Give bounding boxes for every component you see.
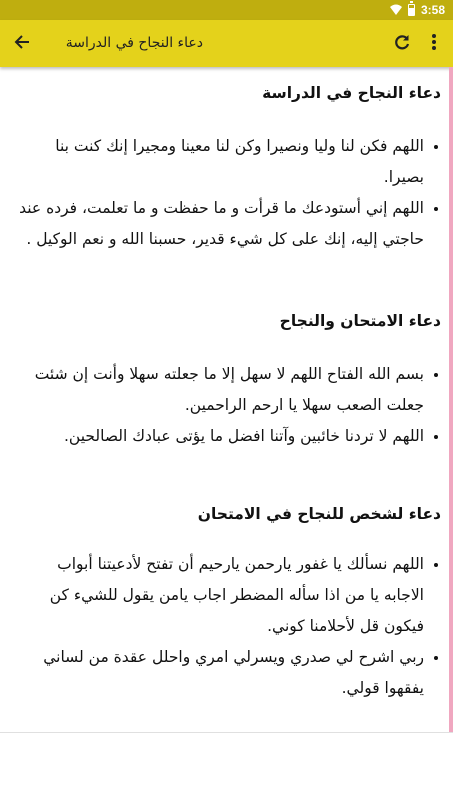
section-title: دعاء الامتحان والنجاح [279, 312, 441, 330]
list-item: ربي اشرح لي صدري ويسرلي امري واحلل عقدة من لساني يفقهوا قولي. [9, 642, 449, 704]
status-bar [0, 0, 453, 20]
status-time: 3:58 [420, 3, 445, 17]
list-item: بسم الله الفتاح اللهم لا سهل إلا ما جعلته سهلا وأنت إن شئت جعلت الصعب سهلا يا ارحم الراحمين. [9, 359, 449, 421]
bullet [434, 373, 438, 377]
battery-icon [408, 4, 415, 16]
section-title: دعاء النجاح في الدراسة [262, 84, 441, 102]
list-item: اللهم لا تردنا خائبين وآتنا افضل ما يؤتى عبادك الصالحين. [9, 421, 449, 452]
bullet [434, 207, 438, 211]
bullet [434, 563, 438, 567]
bullet [434, 145, 438, 149]
bullet [434, 435, 438, 439]
section-title: دعاء لشخص للنجاح في الامتحان [197, 505, 441, 523]
duaa-list [9, 131, 449, 255]
refresh-icon [393, 33, 411, 55]
bullet [434, 656, 438, 660]
duaa-list [9, 549, 449, 704]
more-vert-icon [431, 33, 437, 55]
list-item: اللهم فكن لنا وليا ونصيرا وكن لنا معينا ومجيرا إنك كنت بنا بصيرا. [9, 131, 449, 193]
duaa-list [9, 359, 449, 452]
refresh-button[interactable] [382, 20, 422, 67]
page-title: دعاء النجاح في الدراسة [65, 35, 203, 51]
divider [0, 732, 453, 733]
more-options-button[interactable] [420, 20, 448, 67]
list-item: اللهم نسألك يا غفور يارحمن يارحيم أن تفتح لأدعيتنا أبواب الاجابه يا من اذا سأله المضطر اجاب يامن يقول للشيء كن فيكون قل لأحلامنا كوني. [9, 549, 449, 642]
content-panel[interactable] [0, 67, 453, 732]
arrow-back-icon [14, 34, 30, 54]
back-button[interactable] [5, 20, 39, 67]
app-toolbar [0, 20, 453, 67]
list-item: اللهم إني أستودعك ما قرأت و ما حفظت و ما تعلمت، فرده عند حاجتي إليه، إنك على كل شيء قدير، حسبنا الله و نعم الوكيل . [9, 193, 449, 255]
wifi-icon [390, 4, 402, 16]
